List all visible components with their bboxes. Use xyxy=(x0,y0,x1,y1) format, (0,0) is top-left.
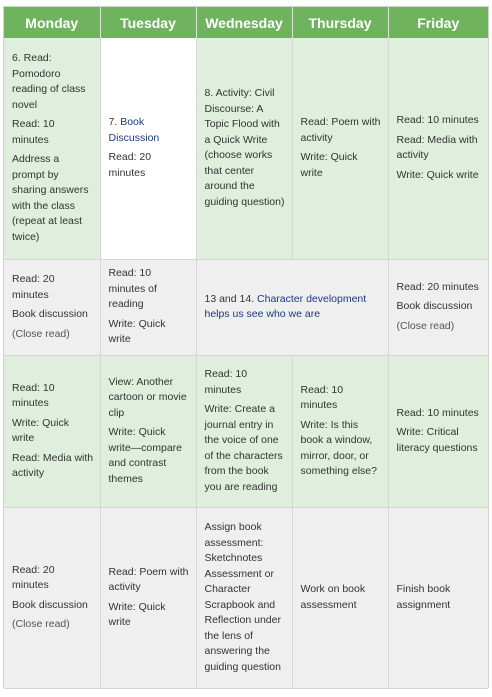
cell-text: Read: Media with activity xyxy=(12,451,94,479)
table-row xyxy=(4,259,488,355)
cell-text: Write: Quick write xyxy=(12,416,69,444)
cell-text: Read: 10 minutes xyxy=(204,368,248,396)
cell-text: Write: Create a journal entry in the voice of one of the characters from the book you are reading xyxy=(204,403,283,493)
cell-text: Read: 10 minutes xyxy=(12,118,55,146)
cell-text: Write: Is this book a window, mirror, door, or something else? xyxy=(300,418,377,477)
cell-r3-thursday xyxy=(292,355,388,507)
cell-r1-tuesday xyxy=(100,38,196,259)
cell-r1-friday xyxy=(388,38,488,259)
cell-r2-friday xyxy=(388,259,488,355)
table-row xyxy=(4,38,488,259)
cell-r2-wednesday-thursday xyxy=(196,259,388,355)
cell-text xyxy=(205,292,382,323)
cell-text: Finish book assignment xyxy=(396,583,451,611)
cell-text: Work on book assessment xyxy=(300,583,366,611)
table-row xyxy=(4,355,488,507)
lesson-number: 13 and 14. xyxy=(204,292,258,305)
cell-r2-tuesday xyxy=(100,259,196,355)
cell-text: Write: Quick write xyxy=(396,168,479,181)
cell-text: Read: 10 minutes of reading xyxy=(108,267,157,311)
cell-r4-wednesday xyxy=(196,507,292,688)
cell-text: Address a prompt by sharing answers with the class (repeat at least twice) xyxy=(12,153,89,243)
cell-r3-wednesday xyxy=(196,355,292,507)
cell-r2-monday xyxy=(4,259,100,355)
cell-text: (Close read) xyxy=(12,327,70,340)
cell-text xyxy=(109,115,190,146)
cell-r1-wednesday xyxy=(196,38,292,259)
cell-text: Book discussion xyxy=(12,308,88,320)
cell-text: Write: Quick write xyxy=(108,317,166,346)
cell-text: Write: Quick write xyxy=(300,151,358,179)
header-wednesday: Wednesday xyxy=(196,7,292,38)
cell-text: Read: 10 minutes xyxy=(300,383,344,411)
character-development-link[interactable]: Character development helps us see who we are xyxy=(204,292,367,320)
cell-r4-tuesday xyxy=(100,507,196,688)
weekly-schedule-table xyxy=(3,6,489,688)
lesson-number: 7. xyxy=(108,116,121,129)
cell-text: Read: 20 minutes xyxy=(12,273,55,301)
book-discussion-link[interactable]: Book Discussion xyxy=(108,116,160,144)
cell-text: Write: Quick write—compare and contrast themes xyxy=(108,426,183,485)
cell-r4-thursday xyxy=(292,507,388,688)
cell-text: Read: 20 minutes xyxy=(108,151,152,179)
cell-r3-tuesday xyxy=(100,355,196,507)
cell-text: Read: 10 minutes xyxy=(12,381,55,409)
cell-r3-friday xyxy=(388,355,488,507)
header-friday: Friday xyxy=(388,7,488,38)
cell-text: View: Another cartoon or movie clip xyxy=(108,375,187,419)
cell-text: (Close read) xyxy=(396,319,455,332)
cell-text: 6. Read: Pomodoro reading of class novel xyxy=(12,52,86,111)
cell-text: Book discussion xyxy=(12,598,88,611)
cell-text: Read: 10 minutes xyxy=(396,406,479,419)
cell-text: Read: 10 minutes xyxy=(396,114,479,127)
table-row xyxy=(4,507,488,688)
cell-text: Read: Poem with activity xyxy=(108,565,189,593)
header-tuesday: Tuesday xyxy=(100,7,196,38)
cell-text: Write: Critical literacy questions xyxy=(396,426,478,454)
cell-text: (Close read) xyxy=(12,618,70,630)
cell-text: Book discussion xyxy=(396,300,473,313)
cell-r4-friday xyxy=(388,507,488,688)
cell-text: Read: Poem with activity xyxy=(300,116,381,144)
cell-text: Read: Media with activity xyxy=(396,133,478,162)
cell-text: Read: 20 minutes xyxy=(396,280,479,293)
header-thursday: Thursday xyxy=(292,7,388,38)
cell-text: 8. Activity: Civil Discourse: A Topic Flood with a Quick Write (choose works that center around the guiding question) xyxy=(204,87,285,208)
cell-text: Assign book assessment: Sketchnotes Assessment or Character Scrapbook and Reflection under the lens of answering the guiding question xyxy=(204,521,281,673)
cell-text: Write: Quick write xyxy=(108,600,166,628)
cell-r4-monday xyxy=(4,507,100,688)
cell-r3-monday xyxy=(4,355,100,507)
header-monday: Monday xyxy=(4,7,100,38)
cell-r1-thursday xyxy=(292,38,388,259)
cell-r1-monday xyxy=(4,38,100,259)
cell-text: Read: 20 minutes xyxy=(12,563,55,591)
header-row xyxy=(4,7,488,38)
